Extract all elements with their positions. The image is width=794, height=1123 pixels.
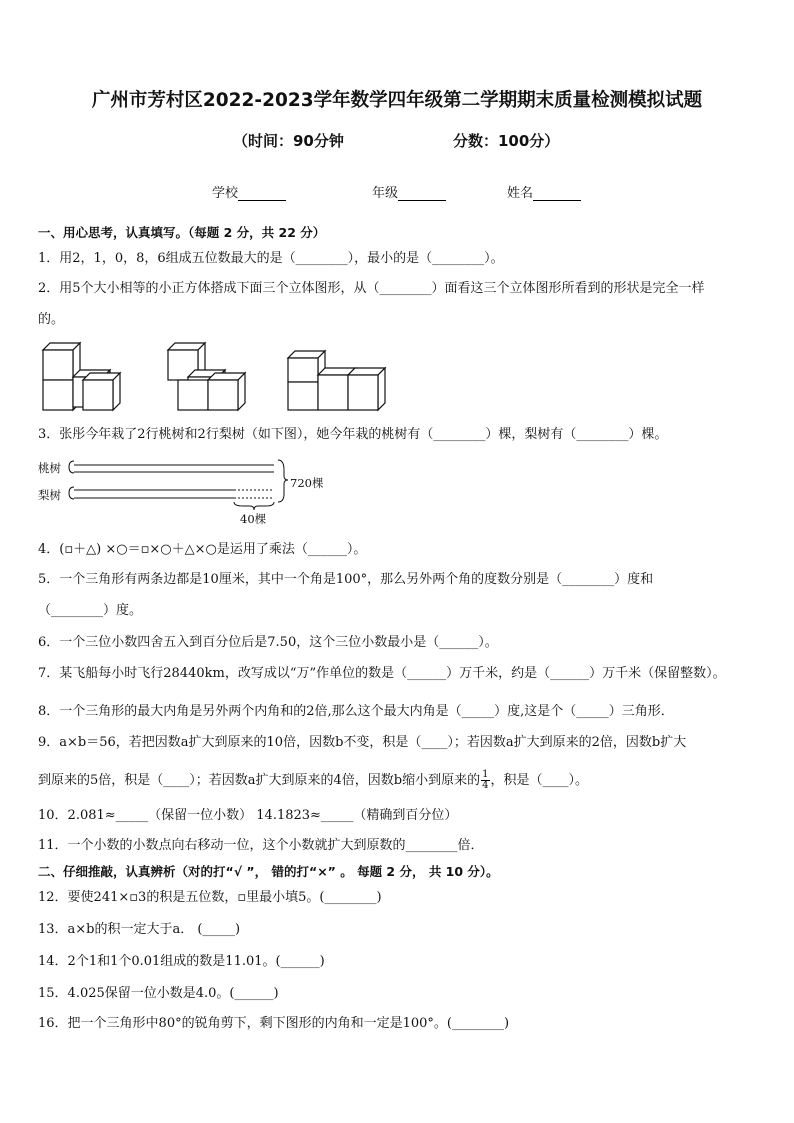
question-4: 4．(▫＋△) ×○＝▫×○＋△×○是运用了乘法（______）。 bbox=[38, 542, 367, 557]
question-15: 15．4.025保留一位小数是4.0。(______) bbox=[38, 986, 279, 1001]
question-13: 13．a×b的积一定大于a． (_____) bbox=[38, 922, 241, 937]
total-label: 720棵 bbox=[290, 476, 324, 490]
question-2-line2: 的。 bbox=[38, 312, 65, 327]
diff-label: 40棵 bbox=[240, 512, 267, 526]
grade-label: 年级 bbox=[372, 186, 399, 201]
fraction-one-quarter: $\frac{1}{4}$ bbox=[482, 769, 489, 791]
name-label: 姓名 bbox=[507, 186, 534, 201]
section1-heading: 一、用心思考，认真填写。（每题 2 分，共 22 分） bbox=[38, 225, 326, 240]
name-field bbox=[507, 182, 581, 201]
question-6: 6．一个三位小数四舍五入到百分位后是7.50，这个三位小数最小是（______）。 bbox=[38, 635, 498, 650]
question-10: 10．2.081≈_____（保留一位小数） 14.1823≈_____（精确到百分位） bbox=[38, 808, 458, 823]
exam-time: （时间：90分钟 bbox=[233, 132, 344, 150]
question-9-line2 bbox=[38, 770, 588, 791]
section2-heading: 二、仔细推敲，认真辨析（对的打“√ ”， 错的打“×” 。 每题 2 分， 共 10 分）。 bbox=[38, 864, 499, 879]
question-2-line1: 2．用5个大小相等的小正方体搭成下面三个立体图形，从（________）面看这三个立体图形所看到的形状是完全一样 bbox=[38, 281, 705, 296]
cube-figure-2 bbox=[168, 343, 245, 410]
question-1: 1．用2，1，0，8，6组成五位数最大的是（________），最小的是（________）。 bbox=[38, 251, 504, 266]
question-8: 8．一个三角形的最大内角是另外两个内角和的2倍,那么这个最大内角是（_____）度,这是个（_____）三角形． bbox=[38, 704, 674, 719]
cube-figure-3 bbox=[288, 351, 385, 410]
grade-field bbox=[372, 182, 446, 201]
page-title: 广州市芳村区2022-2023学年数学四年级第二学期期末质量检测模拟试题 bbox=[91, 90, 703, 111]
pear-label: 梨树 bbox=[38, 488, 61, 502]
school-field bbox=[212, 182, 286, 201]
question-7: 7．某飞船每小时飞行28440km，改写成以“万”作单位的数是（______）万千米，约是（______）万千米（保留整数）。 bbox=[38, 666, 726, 681]
question-3: 3．张彤今年栽了2行桃树和2行梨树（如下图），她今年栽的桃树有（________）棵，梨树有（________）棵。 bbox=[38, 427, 668, 442]
question-11: 11．一个小数的小数点向右移动一位，这个小数就扩大到原数的________倍． bbox=[38, 838, 484, 853]
tree-diagram bbox=[38, 456, 338, 528]
school-label: 学校 bbox=[212, 186, 239, 201]
question-5-line2: （________）度。 bbox=[38, 603, 143, 618]
grade-blank[interactable] bbox=[398, 187, 446, 201]
question-9-line1: 9．a×b＝56，若把因数a扩大到原来的10倍，因数b不变，积是（____）；若因数a扩大到原来的2倍，因数b扩大 bbox=[38, 735, 687, 750]
peach-label: 桃树 bbox=[38, 461, 61, 475]
tree-bars bbox=[38, 456, 338, 528]
question-12: 12．要使241×▫3的积是五位数，▫里最小填5。(________) bbox=[38, 890, 382, 905]
question-16: 16．把一个三角形中80°的锐角剪下，剩下图形的内角和一定是100°。(________) bbox=[38, 1016, 510, 1031]
cube-figure-1 bbox=[43, 343, 120, 410]
question-9-line2-pre: 到原来的5倍，积是（____）；若因数a扩大到原来的4倍，因数b缩小到原来的 bbox=[38, 773, 481, 788]
name-blank[interactable] bbox=[533, 187, 581, 201]
cube-figures bbox=[38, 340, 388, 415]
exam-score: 分数：100分） bbox=[453, 132, 560, 150]
question-5-line1: 5．一个三角形有两条边都是10厘米，其中一个角是100°，那么另外两个角的度数分别是（________）度和 bbox=[38, 572, 654, 587]
question-14: 14．2个1和1个0.01组成的数是11.01。(______) bbox=[38, 954, 325, 969]
school-blank[interactable] bbox=[238, 187, 286, 201]
question-9-line2-post: ，积是（____）。 bbox=[490, 773, 589, 788]
